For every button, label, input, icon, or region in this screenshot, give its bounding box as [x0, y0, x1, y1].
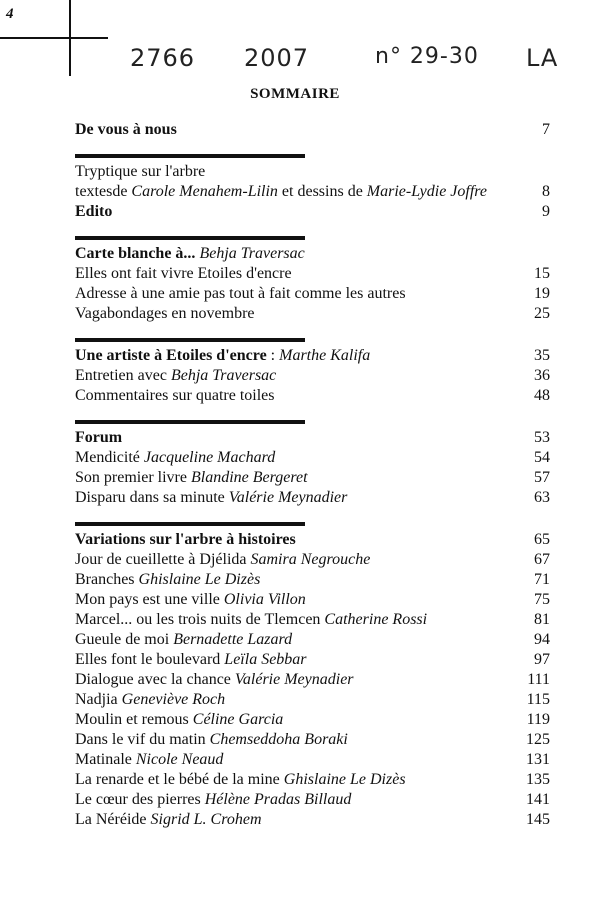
toc-entry [75, 366, 550, 386]
entry-page-number: 131 [526, 751, 550, 768]
entry-title: Dialogue avec la chance [75, 671, 235, 688]
toc-entry-text [75, 810, 262, 830]
toc-entry-text [75, 550, 370, 570]
entry-author: Catherine Rossi [324, 611, 428, 628]
entry-author: Geneviève Roch [121, 691, 226, 708]
toc-section [75, 338, 550, 406]
entry-page-number: 111 [527, 671, 550, 688]
entry-title: Matinale [75, 751, 136, 768]
entry-title: textesde [75, 183, 132, 200]
entry-author: Carole Menahem-Lilin [131, 183, 278, 200]
toc-entry [75, 750, 550, 770]
toc-entry-text [75, 610, 427, 630]
toc-entry [75, 630, 550, 650]
handwritten-note: 2766 [130, 44, 196, 72]
toc-entry-text [75, 120, 177, 140]
entry-title: Dans le vif du matin [75, 731, 210, 748]
entry-title: Son premier livre [75, 469, 191, 486]
entry-page-number: 36 [534, 367, 550, 384]
entry-page-number: 67 [534, 551, 550, 568]
entry-author: Sigrid L. Crohem [150, 811, 262, 828]
entry-title: Variations sur l'arbre à histoires [75, 531, 296, 548]
entry-title: Marcel... ou les trois nuits de Tlemcen [75, 611, 325, 628]
toc-entry [75, 202, 550, 222]
entry-title: Carte blanche à... [75, 245, 200, 262]
toc-entry [75, 550, 550, 570]
entry-page-number: 57 [534, 469, 550, 486]
entry-page-number: 115 [526, 691, 550, 708]
toc-entry-text [75, 468, 308, 488]
entry-author: Hélène Pradas Billaud [204, 791, 352, 808]
toc-entry [75, 810, 550, 830]
entry-title: Mon pays est une ville [75, 591, 224, 608]
table-of-contents [75, 120, 550, 843]
toc-entry [75, 650, 550, 670]
entry-title: Edito [75, 203, 113, 220]
toc-entry [75, 710, 550, 730]
entry-title: Elles font le boulevard [75, 651, 225, 668]
toc-entry-text [75, 202, 112, 222]
toc-entry-text [75, 590, 306, 610]
toc-entry [75, 284, 550, 304]
toc-entry [75, 488, 550, 508]
toc-entry-text [75, 750, 223, 770]
entry-page-number: 25 [534, 305, 550, 322]
handwritten-note: 2007 [244, 44, 310, 72]
toc-entry-text [75, 530, 296, 550]
toc-entry [75, 386, 550, 406]
crop-mark-horizontal [0, 37, 108, 39]
entry-author: Behja Traversac [170, 367, 277, 384]
entry-author: Chemseddoha Boraki [209, 731, 348, 748]
toc-entry [75, 590, 550, 610]
entry-title: Branches [75, 571, 139, 588]
toc-entry-text [75, 790, 351, 810]
entry-title: Tryptique sur l'arbre [75, 163, 206, 180]
entry-title: Nadjia [75, 691, 122, 708]
toc-entry [75, 182, 550, 202]
toc-entry-text [75, 570, 260, 590]
entry-page-number: 8 [542, 183, 550, 200]
toc-entry-text [75, 386, 275, 406]
toc-section [75, 522, 550, 830]
entry-title: Adresse à une amie pas tout à fait comme les autres [75, 285, 406, 302]
entry-title: La renarde et le bébé de la mine [75, 771, 284, 788]
section-rule [75, 338, 305, 342]
toc-entry [75, 264, 550, 284]
entry-page-number: 53 [534, 429, 550, 446]
toc-entry [75, 244, 550, 264]
page-title: SOMMAIRE [250, 86, 340, 102]
entry-author: Marthe Kalifa [279, 347, 371, 364]
entry-page-number: 19 [534, 285, 550, 302]
toc-entry [75, 346, 550, 366]
entry-page-number: 81 [534, 611, 550, 628]
toc-entry-text [75, 448, 275, 468]
entry-title: Commentaires sur quatre toiles [75, 387, 275, 404]
entry-title: Mendicité [75, 449, 144, 466]
entry-author: Jacqueline Machard [143, 449, 276, 466]
entry-author: Céline Garcia [192, 711, 284, 728]
page-number: 4 [6, 6, 14, 22]
entry-author: Bernadette Lazard [173, 631, 293, 648]
section-rule [75, 522, 305, 526]
toc-entry-text [75, 182, 487, 202]
entry-title: Le cœur des pierres [75, 791, 205, 808]
toc-entry [75, 670, 550, 690]
entry-author: Valérie Meynadier [228, 489, 348, 506]
toc-entry-text [75, 428, 122, 448]
entry-title: La Néréide [75, 811, 151, 828]
toc-entry [75, 530, 550, 550]
section-rule [75, 420, 305, 424]
toc-entry-text [75, 710, 283, 730]
entry-page-number: 119 [526, 711, 550, 728]
toc-entry-text [75, 304, 255, 324]
entry-title: Vagabondages en novembre [75, 305, 255, 322]
handwritten-note: LA [526, 44, 559, 72]
entry-author: Valérie Meynadier [234, 671, 354, 688]
entry-page-number: 54 [534, 449, 550, 466]
entry-page-number: 48 [534, 387, 550, 404]
entry-title: Une artiste à Etoiles d'encre [75, 347, 267, 364]
entry-page-number: 75 [534, 591, 550, 608]
toc-entry-text [75, 264, 292, 284]
toc-entry [75, 730, 550, 750]
entry-page-number: 71 [534, 571, 550, 588]
entry-page-number: 125 [526, 731, 550, 748]
toc-section [75, 120, 550, 140]
entry-page-number: 141 [526, 791, 550, 808]
entry-separator: : [266, 347, 280, 364]
entry-author: Nicole Neaud [135, 751, 224, 768]
entry-title: et dessins de [277, 183, 367, 200]
entry-title: Forum [75, 429, 123, 446]
entry-page-number: 63 [534, 489, 550, 506]
toc-entry-text [75, 690, 225, 710]
section-rule [75, 154, 305, 158]
toc-entry-text [75, 346, 370, 366]
handwritten-note: n° 29-30 [375, 44, 479, 69]
entry-title: De vous à nous [75, 121, 177, 138]
toc-section [75, 420, 550, 508]
entry-author: Olivia Villon [223, 591, 306, 608]
toc-entry-text [75, 244, 305, 264]
entry-page-number: 145 [526, 811, 550, 828]
entry-page-number: 97 [534, 651, 550, 668]
entry-title: Elles ont fait vivre Etoiles d'encre [75, 265, 292, 282]
toc-entry [75, 610, 550, 630]
entry-title: Gueule de moi [75, 631, 174, 648]
entry-author: Ghislaine Le Dizès [283, 771, 406, 788]
entry-author: Ghislaine Le Dizès [138, 571, 261, 588]
toc-entry [75, 448, 550, 468]
entry-page-number: 35 [534, 347, 550, 364]
entry-page-number: 7 [542, 121, 550, 138]
toc-entry [75, 468, 550, 488]
toc-entry-text [75, 670, 354, 690]
entry-page-number: 135 [526, 771, 550, 788]
toc-section [75, 154, 550, 222]
entry-author: Behja Traversac [199, 245, 305, 262]
entry-title: Entretien avec [75, 367, 171, 384]
toc-entry-text [75, 162, 205, 182]
toc-entry [75, 304, 550, 324]
toc-entry-text [75, 630, 292, 650]
toc-entry-text [75, 366, 276, 386]
entry-author: Leïla Sebbar [224, 651, 307, 668]
entry-author: Marie-Lydie Joffre [366, 183, 488, 200]
entry-title: Jour de cueillette à Djélida [75, 551, 251, 568]
toc-entry [75, 770, 550, 790]
entry-title: Moulin et remous [75, 711, 193, 728]
entry-page-number: 65 [534, 531, 550, 548]
section-rule [75, 236, 305, 240]
toc-entry [75, 428, 550, 448]
toc-entry-text [75, 730, 348, 750]
entry-page-number: 9 [542, 203, 550, 220]
toc-entry-text [75, 284, 406, 304]
entry-page-number: 94 [534, 631, 550, 648]
toc-entry-text [75, 650, 307, 670]
toc-entry [75, 790, 550, 810]
toc-entry [75, 570, 550, 590]
toc-section [75, 236, 550, 324]
entry-title: Disparu dans sa minute [75, 489, 229, 506]
entry-author: Blandine Bergeret [190, 469, 308, 486]
toc-entry-text [75, 770, 406, 790]
toc-entry [75, 690, 550, 710]
entry-page-number: 15 [534, 265, 550, 282]
entry-author: Samira Negrouche [250, 551, 371, 568]
toc-entry-text [75, 488, 347, 508]
toc-entry [75, 120, 550, 140]
toc-entry [75, 162, 550, 182]
